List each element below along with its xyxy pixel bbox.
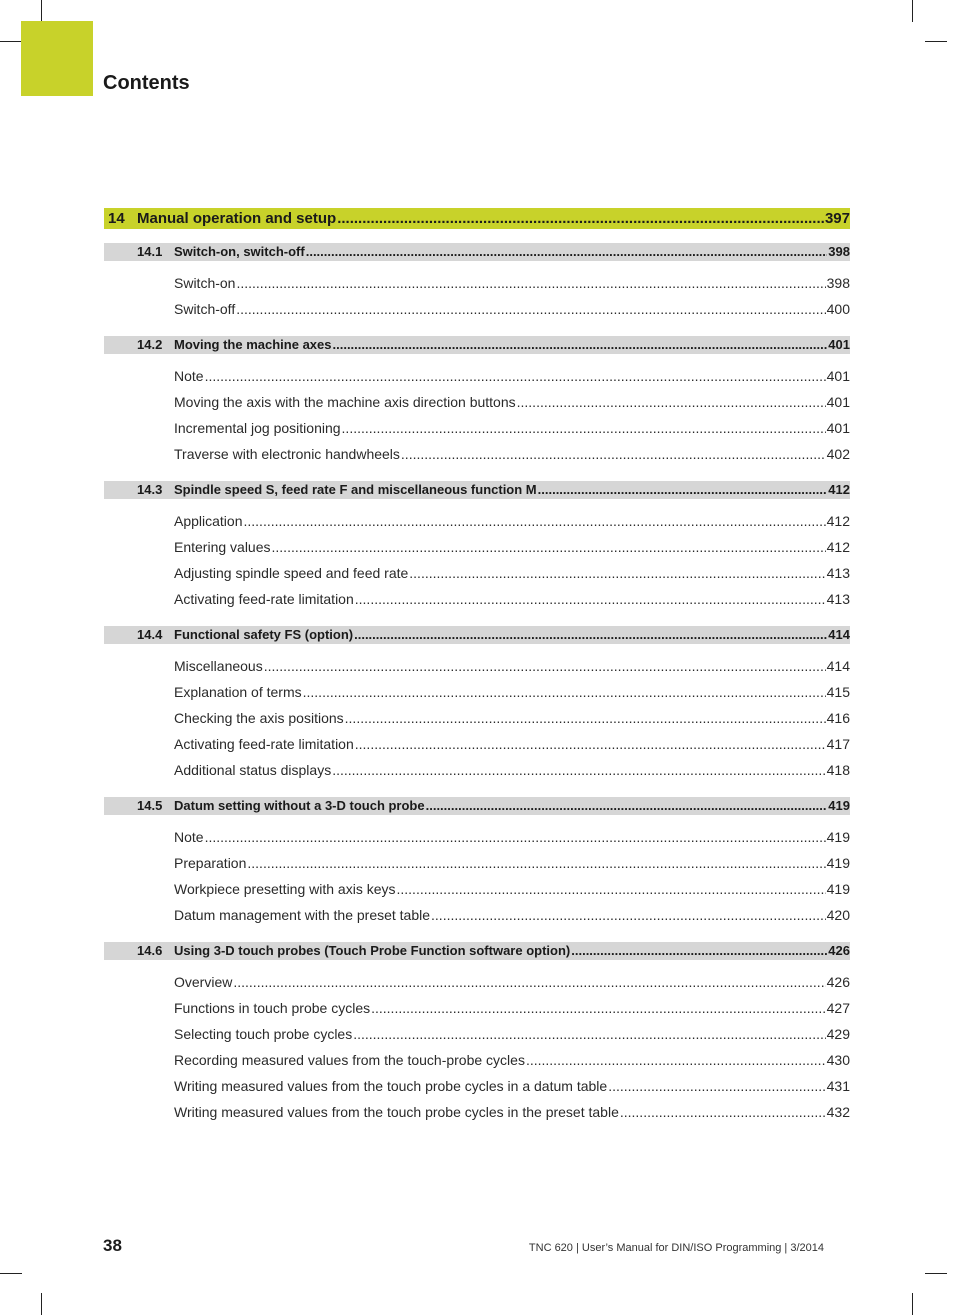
crop-mark bbox=[41, 1293, 42, 1315]
dot-leader bbox=[345, 705, 826, 731]
crop-mark bbox=[925, 1273, 947, 1274]
section-title: Functional safety FS (option) bbox=[174, 627, 354, 642]
item-page: 432 bbox=[826, 1104, 850, 1120]
toc-item-entry[interactable] bbox=[104, 560, 850, 586]
item-title: Incremental jog positioning bbox=[174, 420, 341, 436]
toc-chapter-entry[interactable] bbox=[104, 208, 850, 229]
item-page: 401 bbox=[826, 420, 850, 436]
item-title: Activating feed-rate limitation bbox=[174, 736, 354, 752]
dot-leader bbox=[409, 560, 825, 586]
toc-item-entry[interactable] bbox=[104, 415, 850, 441]
dot-leader bbox=[426, 797, 828, 815]
toc-item-entry[interactable] bbox=[104, 1021, 850, 1047]
dot-leader bbox=[332, 757, 825, 783]
item-title: Moving the axis with the machine axis direction buttons bbox=[174, 394, 516, 410]
section-title: Using 3-D touch probes (Touch Probe Function software option) bbox=[174, 943, 571, 958]
section-page: 398 bbox=[828, 244, 850, 259]
item-page: 427 bbox=[826, 1000, 850, 1016]
dot-leader bbox=[538, 481, 828, 499]
dot-leader bbox=[571, 942, 827, 960]
item-page: 412 bbox=[826, 513, 850, 529]
item-page: 415 bbox=[826, 684, 850, 700]
item-title: Writing measured values from the touch probe cycles in the preset table bbox=[174, 1104, 619, 1120]
item-title: Switch-off bbox=[174, 301, 236, 317]
toc-item-entry[interactable] bbox=[104, 586, 850, 612]
dot-leader bbox=[353, 1021, 825, 1047]
item-page: 398 bbox=[826, 275, 850, 291]
dot-leader bbox=[306, 243, 828, 261]
dot-leader bbox=[517, 389, 826, 415]
item-title: Miscellaneous bbox=[174, 658, 263, 674]
dot-leader bbox=[355, 731, 826, 757]
item-title: Traverse with electronic handwheels bbox=[174, 446, 400, 462]
toc-item-entry[interactable] bbox=[104, 363, 850, 389]
item-page: 413 bbox=[826, 565, 850, 581]
toc-item-entry[interactable] bbox=[104, 534, 850, 560]
footer-text: TNC 620 | User’s Manual for DIN/ISO Programming | 3/2014 bbox=[528, 1242, 824, 1254]
table-of-contents bbox=[104, 208, 850, 1125]
dot-leader bbox=[371, 995, 826, 1021]
dot-leader bbox=[244, 508, 826, 534]
item-page: 401 bbox=[826, 394, 850, 410]
toc-item-list bbox=[104, 969, 850, 1125]
item-page: 412 bbox=[826, 539, 850, 555]
chapter-title: Manual operation and setup bbox=[137, 210, 337, 227]
toc-sections bbox=[104, 243, 850, 1125]
dot-leader bbox=[355, 586, 826, 612]
toc-item-entry[interactable] bbox=[104, 679, 850, 705]
section-page: 412 bbox=[828, 482, 850, 497]
toc-item-entry[interactable] bbox=[104, 705, 850, 731]
item-title: Recording measured values from the touch-probe cycles bbox=[174, 1052, 525, 1068]
item-page: 416 bbox=[826, 710, 850, 726]
dot-leader bbox=[431, 902, 826, 928]
item-page: 419 bbox=[826, 829, 850, 845]
toc-item-entry[interactable] bbox=[104, 508, 850, 534]
item-title: Note bbox=[174, 368, 204, 384]
dot-leader bbox=[236, 270, 825, 296]
toc-item-entry[interactable] bbox=[104, 902, 850, 928]
toc-item-entry[interactable] bbox=[104, 1099, 850, 1125]
crop-mark bbox=[0, 41, 22, 42]
toc-item-entry[interactable] bbox=[104, 850, 850, 876]
crop-mark bbox=[0, 1273, 22, 1274]
section-number: 14.6 bbox=[137, 943, 163, 958]
item-title: Adjusting spindle speed and feed rate bbox=[174, 565, 409, 581]
crop-mark bbox=[912, 1293, 913, 1315]
toc-item-entry[interactable] bbox=[104, 757, 850, 783]
toc-item-entry[interactable] bbox=[104, 389, 850, 415]
toc-item-entry[interactable] bbox=[104, 876, 850, 902]
dot-leader bbox=[205, 824, 826, 850]
section-title: Moving the machine axes bbox=[174, 337, 332, 352]
dot-leader bbox=[233, 969, 825, 995]
item-title: Selecting touch probe cycles bbox=[174, 1026, 353, 1042]
section-page: 401 bbox=[828, 337, 850, 352]
crop-mark bbox=[912, 0, 913, 22]
section-title: Spindle speed S, feed rate F and miscellaneous function M bbox=[174, 482, 537, 497]
item-title: Checking the axis positions bbox=[174, 710, 344, 726]
dot-leader bbox=[620, 1099, 826, 1125]
item-title: Workpiece presetting with axis keys bbox=[174, 881, 396, 897]
item-title: Preparation bbox=[174, 855, 247, 871]
toc-item-list bbox=[104, 508, 850, 612]
item-title: Overview bbox=[174, 974, 233, 990]
page-title: Contents bbox=[103, 72, 190, 94]
toc-item-list bbox=[104, 363, 850, 467]
item-page: 429 bbox=[826, 1026, 850, 1042]
toc-item-entry[interactable] bbox=[104, 1073, 850, 1099]
toc-section-entry[interactable] bbox=[104, 243, 850, 261]
section-number: 14.5 bbox=[137, 798, 163, 813]
dot-leader bbox=[354, 626, 827, 644]
crop-mark bbox=[41, 0, 42, 22]
toc-section-entry[interactable] bbox=[104, 942, 850, 960]
item-page: 418 bbox=[826, 762, 850, 778]
section-number: 14.3 bbox=[137, 482, 163, 497]
item-page: 400 bbox=[826, 301, 850, 317]
dot-leader bbox=[264, 653, 826, 679]
dot-leader bbox=[401, 441, 826, 467]
dot-leader bbox=[608, 1073, 825, 1099]
dot-leader bbox=[236, 296, 825, 322]
dot-leader bbox=[205, 363, 826, 389]
item-page: 401 bbox=[826, 368, 850, 384]
toc-item-list bbox=[104, 270, 850, 322]
chapter-number: 14 bbox=[108, 210, 125, 227]
toc-item-list bbox=[104, 653, 850, 783]
item-page: 417 bbox=[826, 736, 850, 752]
item-page: 402 bbox=[826, 446, 850, 462]
item-title: Additional status displays bbox=[174, 762, 332, 778]
item-title: Entering values bbox=[174, 539, 271, 555]
toc-item-entry[interactable] bbox=[104, 969, 850, 995]
section-title: Switch-on, switch-off bbox=[174, 244, 305, 259]
toc-section-entry[interactable] bbox=[104, 626, 850, 644]
toc-item-entry[interactable] bbox=[104, 441, 850, 467]
item-page: 430 bbox=[826, 1052, 850, 1068]
section-number: 14.1 bbox=[137, 244, 163, 259]
item-page: 426 bbox=[826, 974, 850, 990]
item-page: 414 bbox=[826, 658, 850, 674]
dot-leader bbox=[397, 876, 826, 902]
toc-item-entry[interactable] bbox=[104, 731, 850, 757]
item-page: 419 bbox=[826, 855, 850, 871]
toc-item-entry[interactable] bbox=[104, 270, 850, 296]
section-number: 14.4 bbox=[137, 627, 163, 642]
section-number: 14.2 bbox=[137, 337, 163, 352]
toc-item-entry[interactable] bbox=[104, 1047, 850, 1073]
dot-leader bbox=[337, 208, 824, 229]
toc-item-list bbox=[104, 824, 850, 928]
toc-item-entry[interactable] bbox=[104, 653, 850, 679]
item-title: Functions in touch probe cycles bbox=[174, 1000, 371, 1016]
toc-item-entry[interactable] bbox=[104, 824, 850, 850]
footer-page-number: 38 bbox=[103, 1236, 122, 1255]
item-page: 413 bbox=[826, 591, 850, 607]
item-title: Activating feed-rate limitation bbox=[174, 591, 354, 607]
toc-section-entry[interactable] bbox=[104, 336, 850, 354]
section-page: 419 bbox=[828, 798, 850, 813]
toc-item-entry[interactable] bbox=[104, 995, 850, 1021]
toc-item-entry[interactable] bbox=[104, 296, 850, 322]
dot-leader bbox=[247, 850, 825, 876]
chapter-page: 397 bbox=[824, 210, 850, 227]
section-page: 426 bbox=[828, 943, 850, 958]
item-title: Writing measured values from the touch probe cycles in a datum table bbox=[174, 1078, 608, 1094]
item-page: 420 bbox=[826, 907, 850, 923]
item-title: Datum management with the preset table bbox=[174, 907, 431, 923]
toc-section-entry[interactable] bbox=[104, 797, 850, 815]
dot-leader bbox=[526, 1047, 826, 1073]
dot-leader bbox=[272, 534, 826, 560]
item-title: Explanation of terms bbox=[174, 684, 302, 700]
item-title: Application bbox=[174, 513, 243, 529]
item-title: Note bbox=[174, 829, 204, 845]
item-page: 431 bbox=[826, 1078, 850, 1094]
item-page: 419 bbox=[826, 881, 850, 897]
section-page: 414 bbox=[828, 627, 850, 642]
dot-leader bbox=[333, 336, 828, 354]
section-title: Datum setting without a 3-D touch probe bbox=[174, 798, 425, 813]
toc-section-entry[interactable] bbox=[104, 481, 850, 499]
dot-leader bbox=[342, 415, 826, 441]
dot-leader bbox=[303, 679, 826, 705]
item-title: Switch-on bbox=[174, 275, 236, 291]
chapter-color-tab bbox=[21, 21, 93, 96]
crop-mark bbox=[925, 41, 947, 42]
